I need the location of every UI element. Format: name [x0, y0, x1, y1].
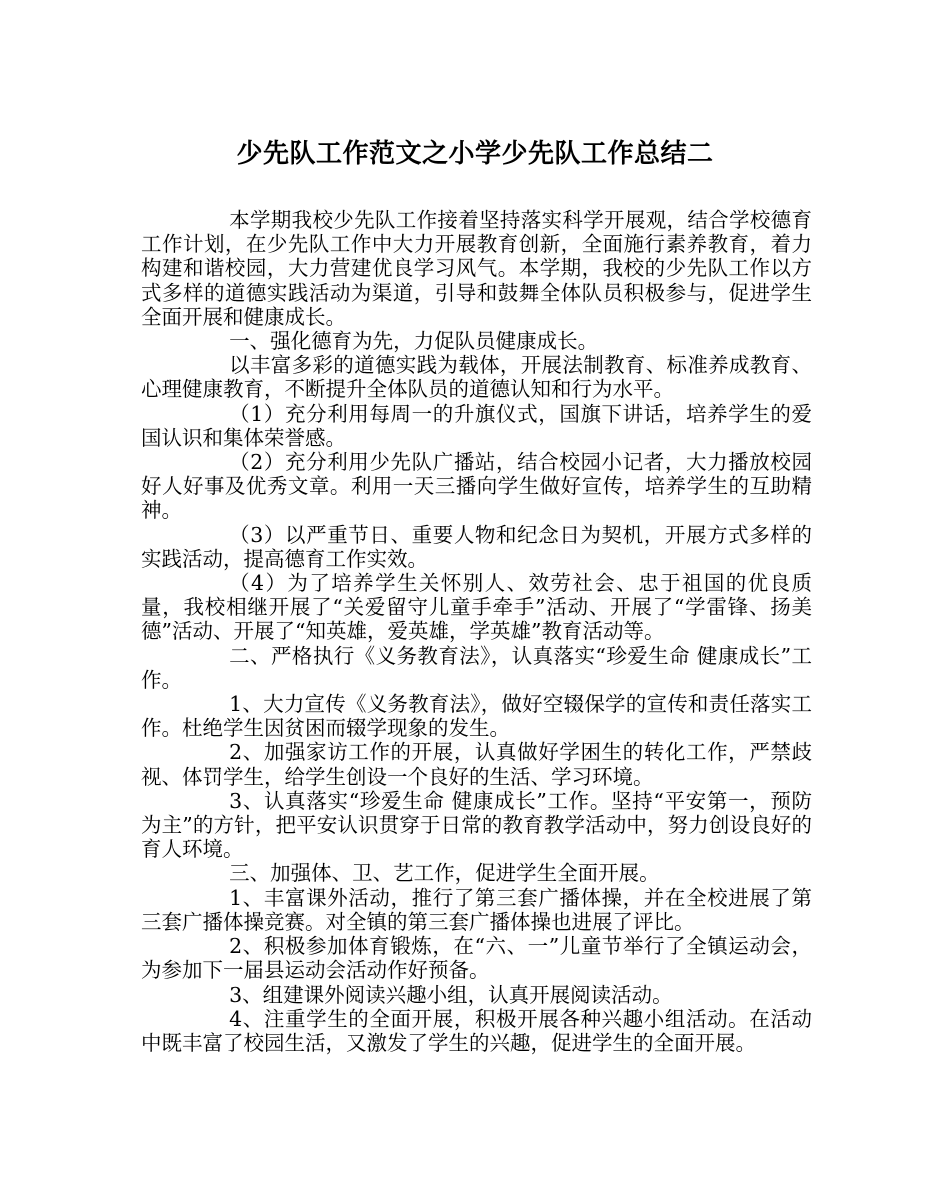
document-body — [141, 208, 812, 1055]
paragraph-intro: 本学期我校少先队工作接着坚持落实科学开展观，结合学校德育工作计划，在少先队工作中大力开展教育创新，全面施行素养教育，着力构建和谐校园，大力营建优良学习风气。本学期，我校的少先队工作以方式多样的道德实践活动为渠道，引导和鼓舞全体队员积极参与，促进学生全面开展和健康成长。 — [141, 208, 812, 329]
section-heading-2: 二、严格执行《义务教育法》，认真落实“珍爱生命 健康成长”工作。 — [141, 643, 812, 692]
list-item: （3）以严重节日、重要人物和纪念日为契机，开展方式多样的实践活动，提高德育工作实效。 — [141, 522, 812, 571]
list-item: （1）充分利用每周一的升旗仪式，国旗下讲话，培养学生的爱国认识和集体荣誉感。 — [141, 401, 812, 450]
list-item: 2、加强家访工作的开展，认真做好学困生的转化工作，严禁歧视、体罚学生，给学生创设一个良好的生活、学习环境。 — [141, 740, 812, 789]
paragraph: 以丰富多彩的道德实践为载体，开展法制教育、标准养成教育、心理健康教育，不断提升全体队员的道德认知和行为水平。 — [141, 353, 812, 402]
list-item: 2、积极参加体育锻炼，在“六、一”儿童节举行了全镇运动会，为参加下一届县运动会活动作好预备。 — [141, 934, 812, 983]
document-title: 少先队工作范文之小学少先队工作总结二 — [236, 139, 714, 169]
list-item: 3、组建课外阅读兴趣小组，认真开展阅读活动。 — [229, 982, 673, 1007]
section-heading-3: 三、加强体、卫、艺工作，促进学生全面开展。 — [229, 861, 660, 886]
list-item: 1、丰富课外活动，推行了第三套广播体操，并在全校进展了第三套广播体操竞赛。对全镇的第三套广播体操也进展了评比。 — [141, 885, 812, 934]
list-item: （4）为了培养学生关怀别人、效劳社会、忠于祖国的优良质量，我校相继开展了“关爱留守儿童手牵手”活动、开展了“学雷锋、扬美德”活动、开展了“知英雄，爱英雄，学英雄”教育活动等。 — [141, 571, 812, 644]
list-item: 3、认真落实“珍爱生命 健康成长”工作。坚持“平安第一，预防为主”的方针，把平安认识贯穿于日常的教育教学活动中，努力创设良好的育人环境。 — [141, 788, 812, 862]
list-item: 4、注重学生的全面开展，积极开展各种兴趣小组活动。在活动中既丰富了校园生活，又激发了学生的兴趣，促进学生的全面开展。 — [141, 1006, 812, 1055]
section-heading-1: 一、强化德育为先，力促队员健康成长。 — [229, 329, 599, 354]
list-item: （2）充分利用少先队广播站，结合校园小记者，大力播放校园好人好事及优秀文章。利用一天三播向学生做好宣传，培养学生的互助精神。 — [141, 450, 812, 523]
list-item: 1、大力宣传《义务教育法》，做好空辍保学的宣传和责任落实工作。杜绝学生因贫困而辍学现象的发生。 — [141, 692, 812, 741]
